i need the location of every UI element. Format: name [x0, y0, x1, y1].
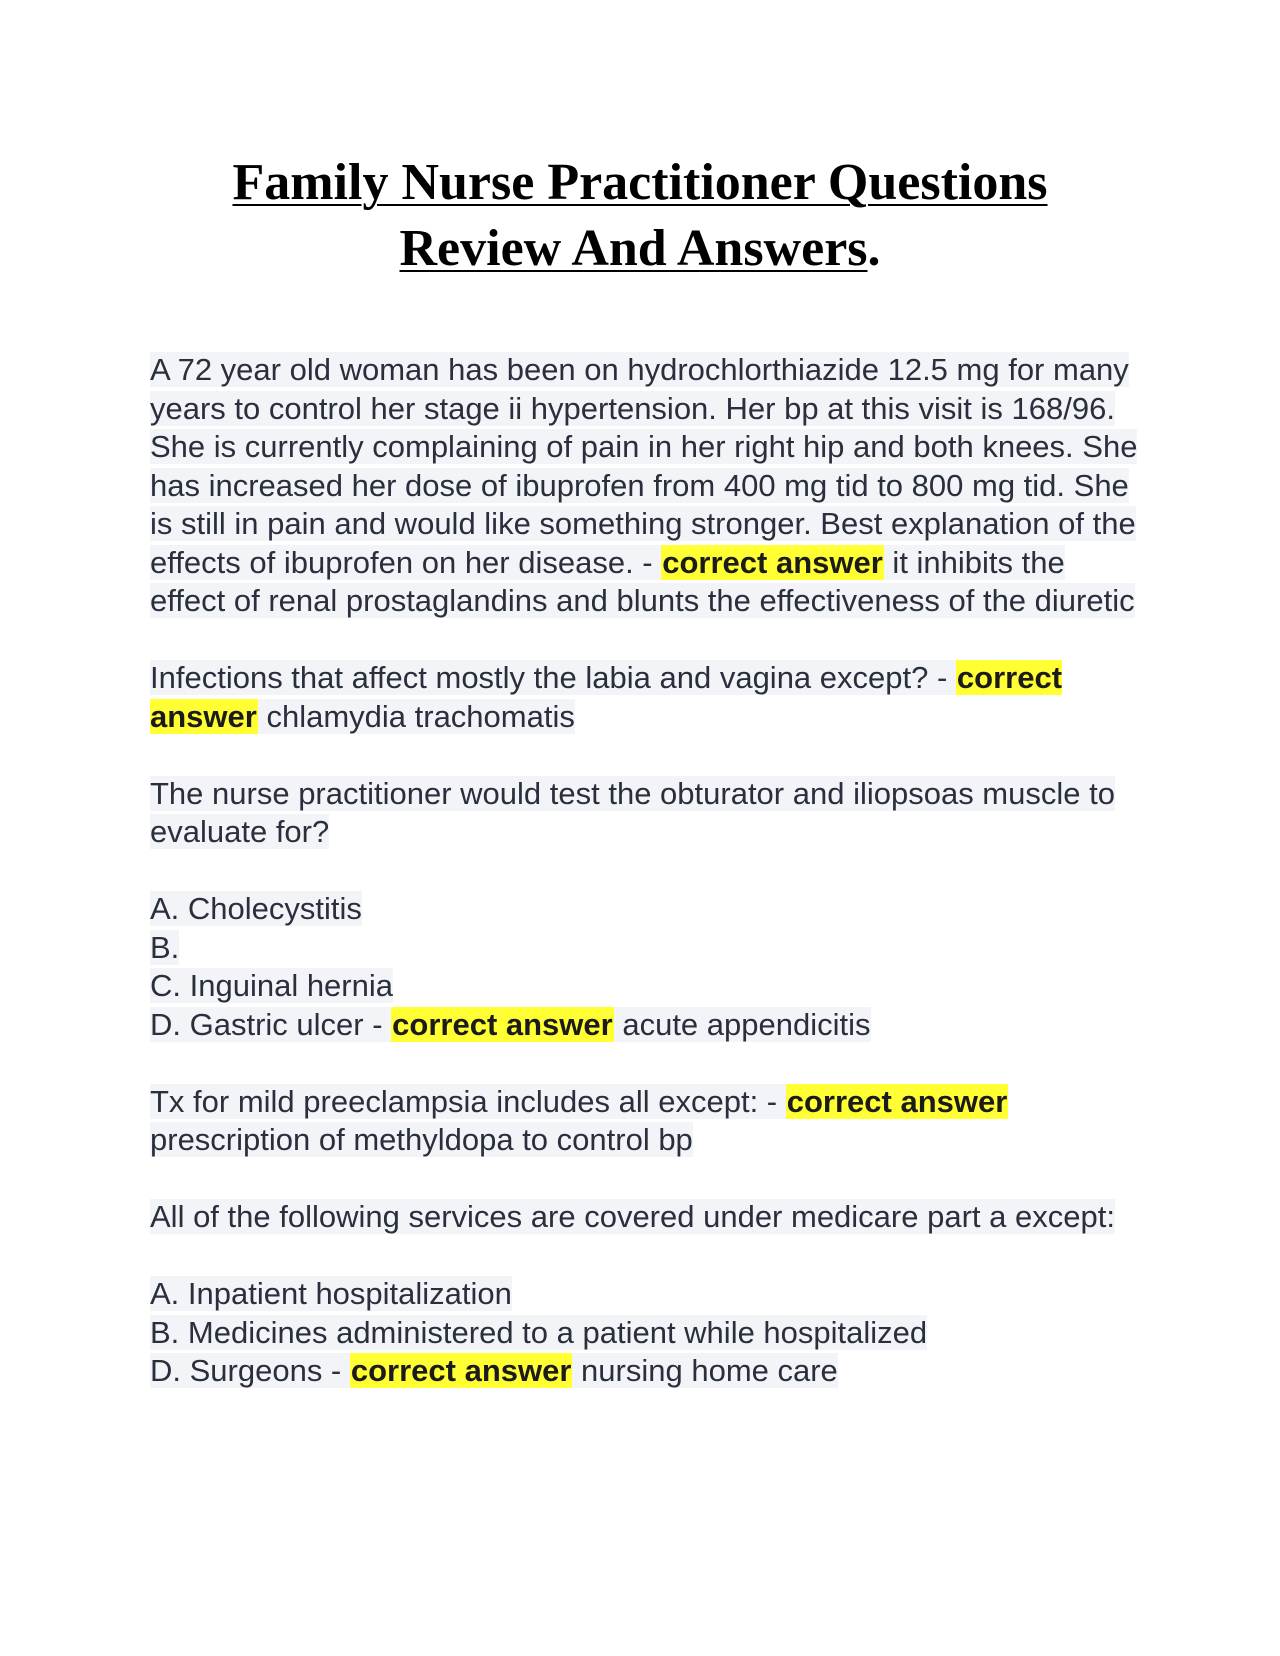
option-item: A. Inpatient hospitalization — [150, 1276, 512, 1311]
correct-answer-label: correct answer — [150, 660, 1063, 734]
document-title — [150, 150, 1130, 282]
question-block-5 — [150, 1198, 1140, 1237]
option-item: A. Cholecystitis — [150, 891, 362, 926]
answer-text: prescription of methyldopa to control bp — [150, 1122, 693, 1157]
question-block-1 — [150, 351, 1140, 621]
answer-text: it inhibits the effect of renal prostaglandins and blunts the effectiveness of the diuretic — [150, 544, 1135, 618]
question-block-3 — [150, 775, 1140, 852]
qa-content — [150, 351, 1140, 1429]
title-line-2: Review And Answers — [399, 220, 868, 277]
question-text: Tx for mild preeclampsia includes all except: - — [150, 1083, 786, 1119]
answer-text: chlamydia trachomatis — [257, 698, 575, 734]
title-period: . — [867, 220, 881, 277]
question-text: A 72 year old woman has been on hydrochlorthiazide 12.5 mg for many years to control her stage ii hypertension. Her bp at this visit is 168/96. She is currently complaining of pain in her right hip and both knees. She has increased her dose of ibuprofen from 400 mg tid to 800 mg tid. She is still in pain and would like something stronger. Best explanation of the effects of ibuprofen on her disease. - — [150, 352, 1138, 580]
title-line-1: Family Nurse Practitioner Questions — [232, 154, 1048, 211]
correct-answer-label: correct answer — [392, 1006, 613, 1042]
question-block-4 — [150, 1083, 1140, 1160]
question-text: Infections that affect mostly the labia and vagina except? - — [150, 660, 956, 695]
option-item: D. Surgeons - — [150, 1353, 350, 1388]
option-item: C. Inguinal hernia — [150, 968, 393, 1003]
correct-answer-label: correct answer — [662, 544, 883, 580]
question-block-2 — [150, 659, 1140, 736]
option-list-5 — [150, 1275, 1140, 1391]
option-item: B. Medicines administered to a patient while hospitalized — [150, 1314, 928, 1350]
option-list-3 — [150, 890, 1140, 1044]
correct-answer-label: correct answer — [786, 1083, 1008, 1119]
answer-text: nursing home care — [572, 1353, 838, 1388]
question-text: All of the following services are covered under medicare part a except: — [150, 1199, 1115, 1234]
answer-text: acute appendicitis — [613, 1006, 871, 1042]
option-item: D. Gastric ulcer - — [150, 1006, 392, 1042]
correct-answer-label: correct answer — [350, 1353, 572, 1388]
option-item: B. — [150, 929, 180, 965]
question-text: The nurse practitioner would test the obturator and iliopsoas muscle to evaluate for? — [150, 775, 1115, 849]
